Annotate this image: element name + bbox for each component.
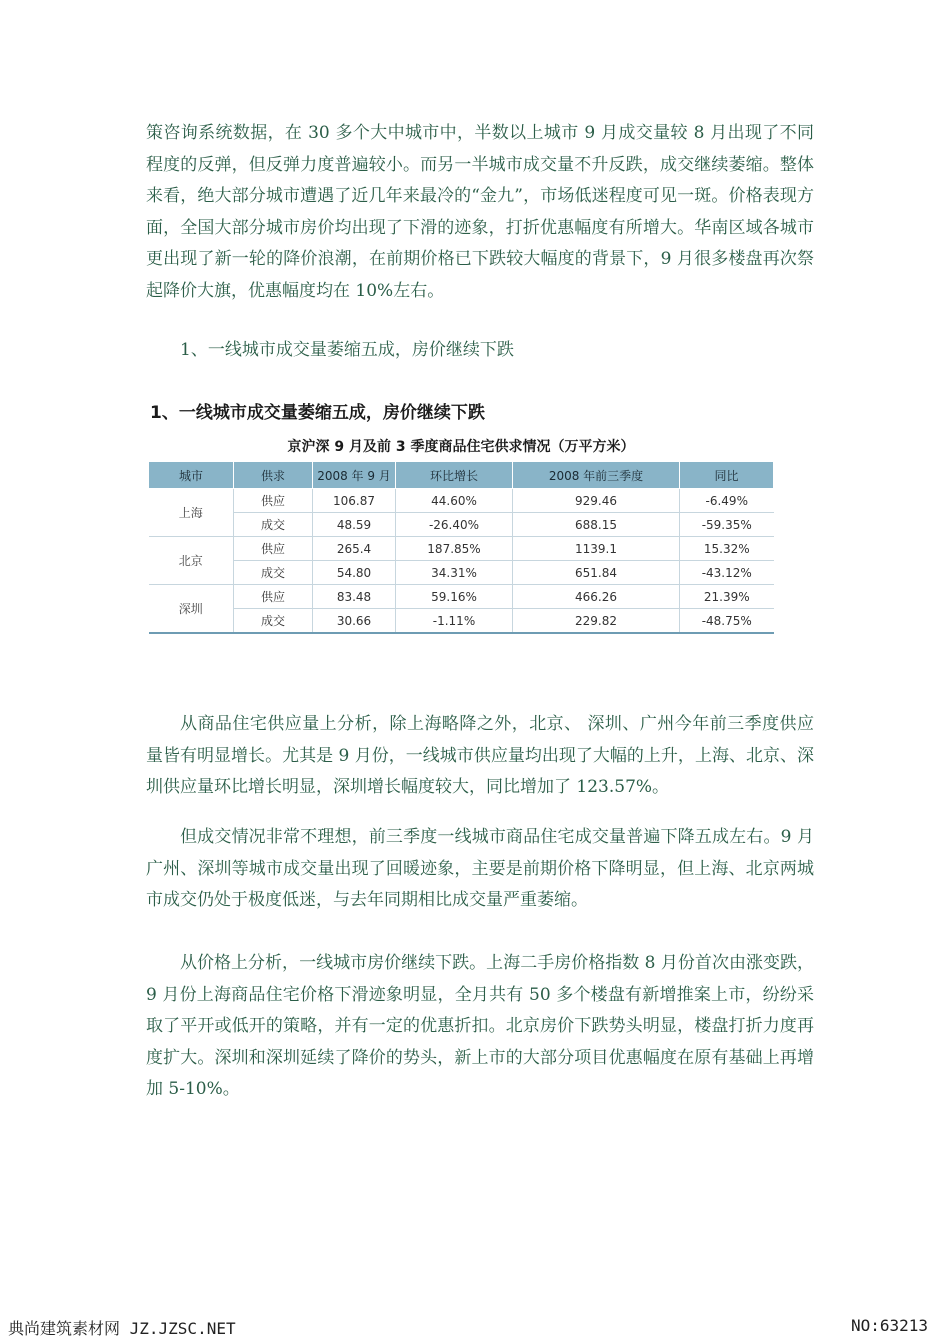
sep-cell: 106.87 xyxy=(313,489,396,513)
sep-cell: 30.66 xyxy=(313,609,396,634)
section-heading: 1、一线城市成交量萎缩五成，房价继续下跌 xyxy=(180,340,514,360)
header-type: 供求 xyxy=(234,462,313,489)
yoy-cell: -59.35% xyxy=(680,513,774,537)
q3-cell: 1139.1 xyxy=(513,537,680,561)
footer-watermark: 典尚建筑素材网 JZ.JZSC.NET xyxy=(8,1319,236,1338)
header-q3: 2008 年前三季度 xyxy=(513,462,680,489)
q3-cell: 688.15 xyxy=(513,513,680,537)
table-row xyxy=(149,537,774,561)
yoy-cell: -6.49% xyxy=(680,489,774,513)
figure-heading: 1、一线城市成交量萎缩五成，房价继续下跌 xyxy=(150,403,485,423)
q3-cell: 929.46 xyxy=(513,489,680,513)
table-row xyxy=(149,489,774,513)
q3-cell: 229.82 xyxy=(513,609,680,634)
yoy-cell: -48.75% xyxy=(680,609,774,634)
type-cell: 供应 xyxy=(234,537,313,561)
table-title: 京沪深 9 月及前 3 季度商品住宅供求情况（万平方米） xyxy=(287,439,635,455)
table-header-row xyxy=(149,462,774,489)
type-cell: 供应 xyxy=(234,489,313,513)
transaction-analysis-paragraph: 但成交情况非常不理想，前三季度一线城市商品住宅成交量普遍下降五成左右。9 月广州、深圳等城市成交量出现了回暖迹象，主要是前期价格下降明显，但上海、北京两城市成交仍处于极度低迷，与去年同期相比成交量严重萎缩。 xyxy=(146,827,814,910)
type-cell: 供应 xyxy=(234,585,313,609)
mom-cell: -26.40% xyxy=(396,513,513,537)
q3-cell: 466.26 xyxy=(513,585,680,609)
mom-cell: 187.85% xyxy=(396,537,513,561)
price-analysis-paragraph: 从价格上分析，一线城市房价继续下跌。上海二手房价格指数 8 月份首次由涨变跌，9 月份上海商品住宅价格下滑迹象明显，全月共有 50 多个楼盘有新增推案上市，纷纷采取了平开或低开的策略，并有一定的优惠折扣。北京房价下跌势头明显，楼盘打折力度再度扩大。深圳和深圳延续了降价的势头，新上市的大部分项目优惠幅度在原有基础上再增加 5-10%。 xyxy=(146,953,814,1099)
supply-analysis-paragraph: 从商品住宅供应量上分析，除上海略降之外，北京、 深圳、广州今年前三季度供应量皆有明显增长。尤其是 9 月份，一线城市供应量均出现了大幅的上升，上海、北京、深圳供应量环比增长明显，深圳增长幅度较大，同比增加了 123.57%。 xyxy=(146,714,814,797)
supply-demand-table xyxy=(148,461,774,634)
table-row xyxy=(149,585,774,609)
table-row xyxy=(149,513,774,537)
yoy-cell: -43.12% xyxy=(680,561,774,585)
header-city: 城市 xyxy=(149,462,234,489)
mom-cell: 44.60% xyxy=(396,489,513,513)
sep-cell: 265.4 xyxy=(313,537,396,561)
q3-cell: 651.84 xyxy=(513,561,680,585)
yoy-cell: 21.39% xyxy=(680,585,774,609)
sep-cell: 83.48 xyxy=(313,585,396,609)
table-row xyxy=(149,561,774,585)
sep-cell: 54.80 xyxy=(313,561,396,585)
yoy-cell: 15.32% xyxy=(680,537,774,561)
sep-cell: 48.59 xyxy=(313,513,396,537)
mom-cell: 34.31% xyxy=(396,561,513,585)
header-sep: 2008 年 9 月 xyxy=(313,462,396,489)
header-yoy: 同比 xyxy=(680,462,774,489)
type-cell: 成交 xyxy=(234,609,313,634)
mom-cell: 59.16% xyxy=(396,585,513,609)
table-row xyxy=(149,609,774,634)
type-cell: 成交 xyxy=(234,513,313,537)
footer-number: NO:63213 xyxy=(850,1316,928,1335)
header-mom: 环比增长 xyxy=(396,462,513,489)
intro-paragraph: 策咨询系统数据，在 30 多个大中城市中，半数以上城市 9 月成交量较 8 月出现了不同程度的反弹，但反弹力度普遍较小。而另一半城市成交量不升反跌，成交继续萎缩。整体来看，绝大部分城市遭遇了近几年来最冷的“金九”，市场低迷程度可见一斑。价格表现方面，全国大部分城市房价均出现了下滑的迹象，打折优惠幅度有所增大。华南区域各城市更出现了新一轮的降价浪潮，在前期价格已下跌较大幅度的背景下，9 月很多楼盘再次祭起降价大旗，优惠幅度均在 10%左右。 xyxy=(146,123,814,301)
city-cell: 上海 xyxy=(149,489,234,537)
mom-cell: -1.11% xyxy=(396,609,513,634)
city-cell: 北京 xyxy=(149,537,234,585)
city-cell: 深圳 xyxy=(149,585,234,634)
type-cell: 成交 xyxy=(234,561,313,585)
